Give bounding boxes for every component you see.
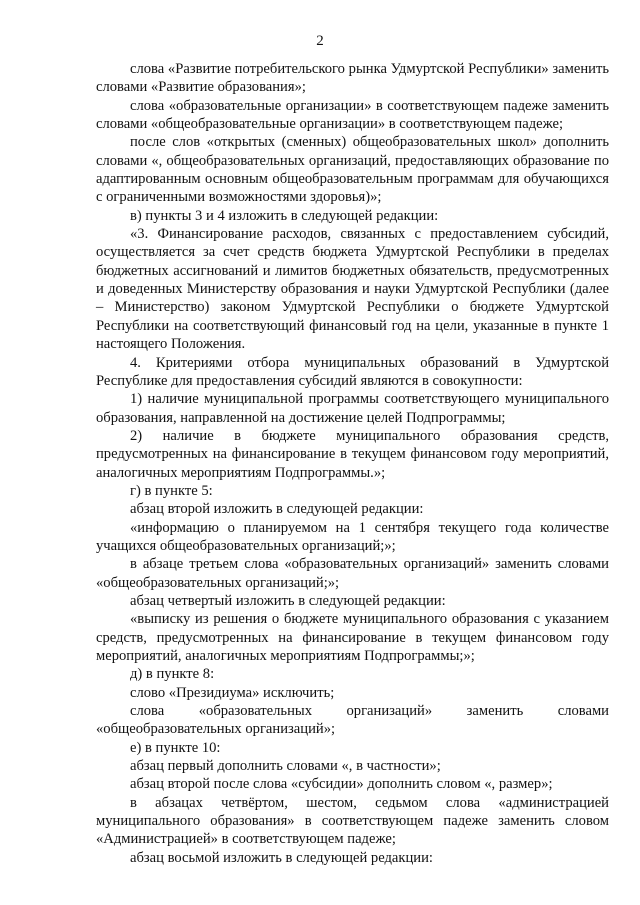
- document-body: [96, 60, 609, 867]
- paragraph: 4. Критериями отбора муниципальных образований в Удмуртской Республике для предоставления субсидий являются в совокупности:: [96, 354, 609, 389]
- paragraph: 2) наличие в бюджете муниципального образования средств, предусмотренных на финансирование в текущем финансовом году мероприятий, аналогичных мероприятиям Подпрограммы.»;: [96, 427, 609, 481]
- page-number: 2: [316, 33, 324, 49]
- paragraph: г) в пункте 5:: [130, 482, 213, 499]
- paragraph: в абзаце третьем слова «образовательных организаций» заменить словами «общеобразовательных организаций;»;: [96, 556, 609, 591]
- paragraph: после слов «открытых (сменных) общеобразовательных школ» дополнить словами «, общеобразовательных организаций, предоставляющих образование по адаптированным основным общеобразовательным программам для обучающихся с ограниченными возможностями здоровья)»;: [96, 134, 609, 206]
- paragraph: абзац четвертый изложить в следующей редакции:: [130, 592, 446, 609]
- paragraph: абзац второй после слова «субсидии» дополнить словом «, размер»;: [130, 776, 553, 793]
- paragraph: абзац второй изложить в следующей редакции:: [130, 501, 424, 518]
- paragraph: «3. Финансирование расходов, связанных с предоставлением субсидий, осуществляется за счет средств бюджета Удмуртской Республики в пределах бюджетных ассигнований и лимитов бюджетных обязательств, предусмотренных и доведенных Министерству образования и науки Удмуртской Республики (далее – Министерство) законом Удмуртской Республики о бюджете Удмуртской Республики на соответствующий финансовый год на цели, указанные в пункте 1 настоящего Положения.: [96, 226, 609, 353]
- paragraph: «информацию о планируемом на 1 сентября текущего года количестве учащихся общеобразовательных организаций;»;: [96, 519, 609, 554]
- paragraph: абзац восьмой изложить в следующей редакции:: [130, 849, 433, 866]
- paragraph: е) в пункте 10:: [130, 739, 221, 756]
- paragraph: слова «Развитие потребительского рынка Удмуртской Республики» заменить словами «Развитие образования»;: [96, 61, 609, 96]
- paragraph: 1) наличие муниципальной программы соответствующего муниципального образования, направленной на достижение целей Подпрограммы;: [96, 391, 609, 426]
- paragraph: «выписку из решения о бюджете муниципального образования с указанием средств, предусмотренных на финансирование в текущем финансовом году мероприятий, аналогичных мероприятиям Подпрограммы;»;: [96, 611, 609, 664]
- paragraph: д) в пункте 8:: [130, 666, 215, 683]
- paragraph: абзац первый дополнить словами «, в частности»;: [130, 758, 441, 775]
- paragraph: слова «образовательных организаций» заменить словами «общеобразовательных организаций»;: [96, 703, 609, 738]
- paragraph: слова «образовательные организации» в соответствующем падеже заменить словами «общеобразовательные организации» в соответствующем падеже;: [96, 97, 609, 133]
- paragraph: в) пункты 3 и 4 изложить в следующей редакции:: [130, 207, 439, 224]
- paragraph: в абзацах четвёртом, шестом, седьмом слова «администрацией муниципального образования» в соответствующем падеже заменить словом «Администрацией» в соответствующем падеже;: [96, 794, 609, 848]
- paragraph: слово «Президиума» исключить;: [130, 684, 335, 701]
